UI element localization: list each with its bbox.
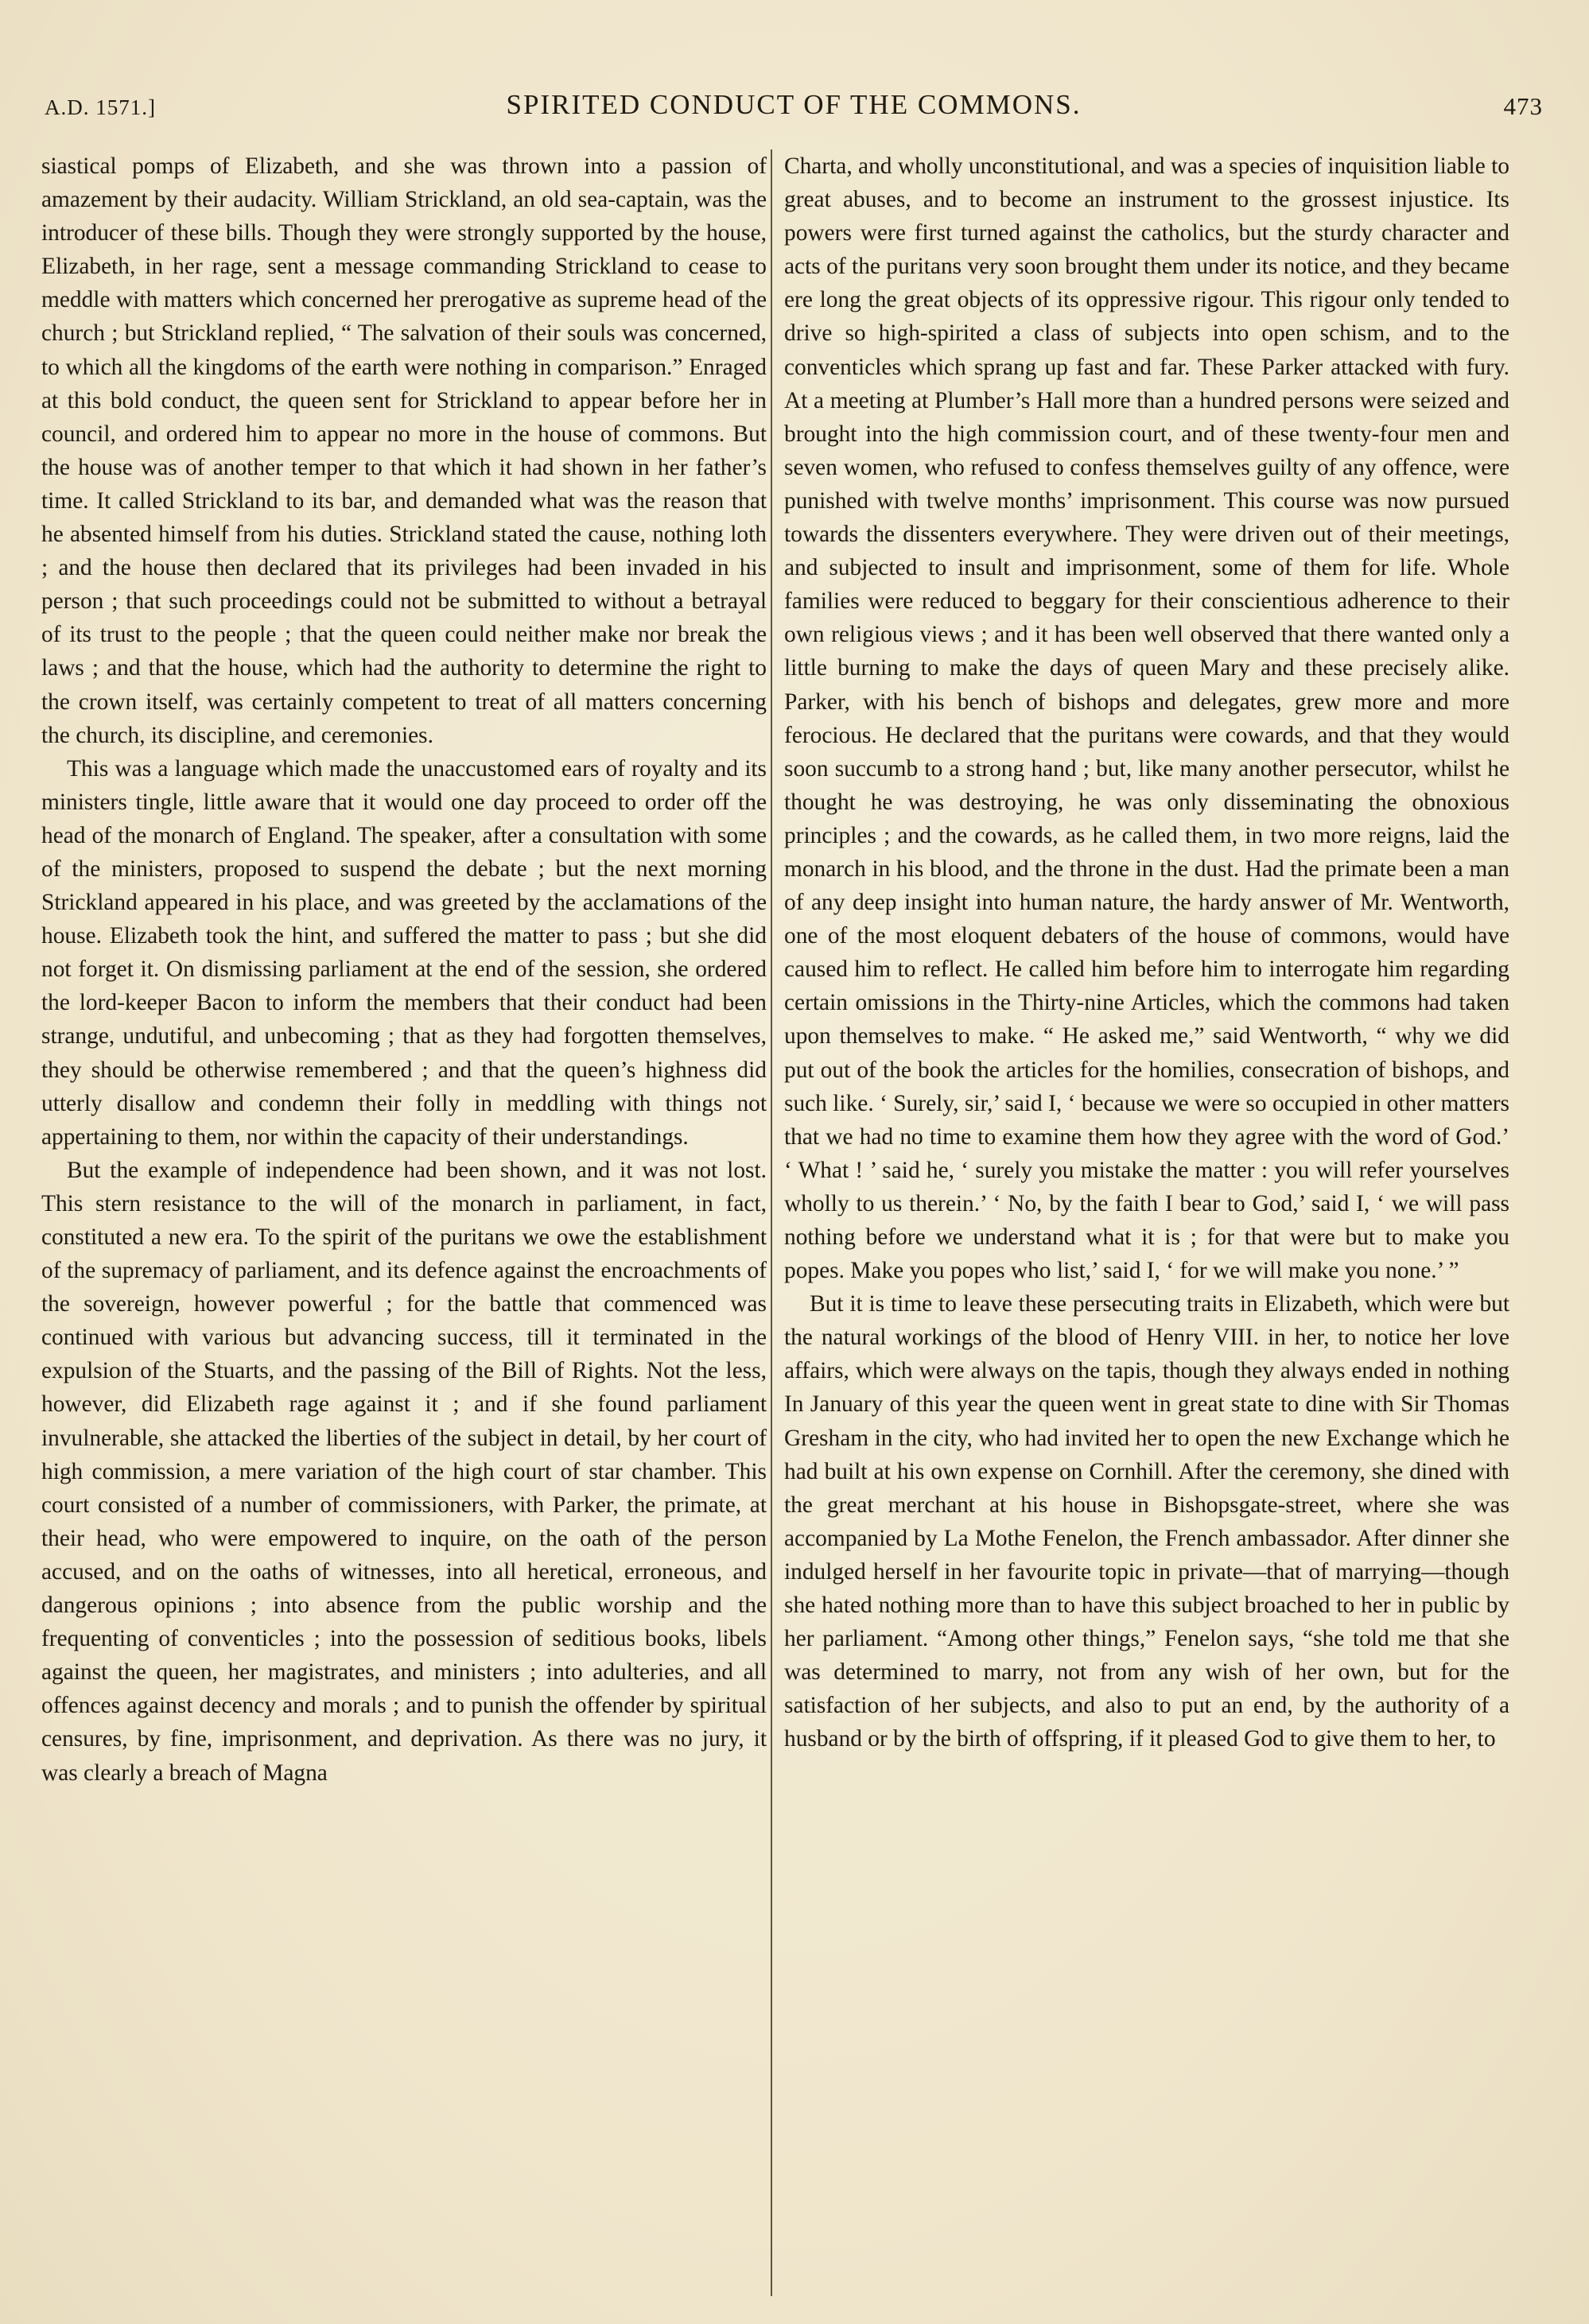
left-column — [41, 149, 767, 2296]
page-number: 473 — [1503, 92, 1543, 120]
paragraph: This was a language which made the unaccustomed ears of royalty and its ministers tingle, little aware that it would one day proceed to order off the head of the monarch of England. The speaker, after a consultation with some of the ministers, proposed to suspend the debate ; but the next morning Strickland appeared in his place, and was greeted by the acclamations of the house. Elizabeth took the hint, and suffered the matter to pass ; but she did not forget it. On dismissing parliament at the end of the session, she ordered the lord-keeper Bacon to inform the members that their conduct had been strange, undutiful, and unbecoming ; that as they had forgotten themselves, they should be otherwise remembered ; and that the queen’s highness did utterly disallow and condemn their folly in meddling with things not appertaining to them, nor within the capacity of their understandings. — [41, 755, 767, 1150]
date-heading: A.D. 1571.] — [45, 95, 156, 119]
right-column — [784, 149, 1509, 2296]
running-head — [45, 89, 1543, 129]
column-divider — [771, 149, 772, 2296]
paragraph: siastical pomps of Elizabeth, and she was thrown into a passion of amazement by their audacity. William Strickland, an old sea-captain, was the introducer of these bills. Though they were strongly supported by the house, Elizabeth, in her rage, sent a message commanding Strickland to cease to meddle with matters which concerned her prerogative as supreme head of the church ; but Strickland replied, “ The salvation of their souls was concerned, to which all the kingdoms of the earth were nothing in comparison.” Enraged at this bold conduct, the queen sent for Strickland to appear before her in council, and ordered him to appear no more in the house of commons. But the house was of another temper to that which it had shown in her father’s time. It called Strickland to its bar, and demanded what was the reason that he absented himself from his duties. Strickland stated the cause, nothing loth ; and the house then declared that its privileges had been invaded in his person ; that such proceedings could not be submitted to without a betrayal of its trust to the people ; that the queen could neither make nor break the laws ; and that the house, which had the authority to determine the right to the crown itself, was certainly competent to treat of all matters concerning the church, its discipline, and ceremonies. — [41, 153, 767, 748]
paragraph: Charta, and wholly unconstitutional, and was a species of inquisition liable to great abuses, and to become an instrument to the grossest injustice. Its powers were first turned against the catholics, but the sturdy character and acts of the puritans very soon brought them under its notice, and they became ere long the great objects of its oppressive rigour. This rigour only tended to drive so high-spirited a class of subjects into open schism, and to the conventicles which sprang up fast and far. These Parker attacked with fury. At a meeting at Plumber’s Hall more than a hundred persons were seized and brought into the high commission court, and of these twenty-four men and seven women, who refused to confess themselves guilty of any offence, were punished with twelve months’ imprisonment. This course was now pursued towards the dissenters everywhere. They were driven out of their meetings, and subjected to insult and imprisonment, some of them for life. Whole families were reduced to beggary for their conscientious adherence to their own religious views ; and it has been well observed that there wanted only a little burning to make the days of queen Mary and these precisely alike. Parker, with his bench of bishops and delegates, grew more and more ferocious. He declared that the puritans were cowards, and that they would soon succumb to a strong hand ; but, like many another persecutor, whilst he thought he was destroying, he was only disseminating the obnoxious principles ; and the cowards, as he called them, in two more reigns, laid the monarch in his blood, and the throne in the dust. Had the primate been a man of any deep insight into human nature, the hardy answer of Mr. Wentworth, one of the most eloquent debaters of the house of commons, would have caused him to reflect. He called him before him to interrogate him regarding certain omissions in the Thirty-nine Articles, which the commons had taken upon themselves to make. “ He asked me,” said Wentworth, “ why we did put out of the book the articles for the homilies, consecration of bishops, and such like. ‘ Surely, sir,’ said I, ‘ because we were so occupied in other matters that we had no time to examine them how they agree with the word of God.’ ‘ What ! ’ said he, ‘ surely you mistake the matter : you will refer yourselves wholly to us therein.’ ‘ No, by the faith I bear to God,’ said I, ‘ we will pass nothing before we understand what it is ; for that were but to make you popes. Make you popes who list,’ said I, ‘ for we will make you none.’ ” — [784, 153, 1509, 1284]
paragraph: But it is time to leave these persecuting traits in Elizabeth, which were but the natural workings of the blood of Henry VIII. in her, to notice her love affairs, which were always on the tapis, though they always ended in nothing In January of this year the queen went in great state to dine with Sir Thomas Gresham in the city, who had invited her to open the new Exchange which he had built at his own expense on Cornhill. After the ceremony, she dined with the great merchant at his house in Bishopsgate-street, where she was accompanied by La Mothe Fenelon, the French ambassador. After dinner she indulged herself in her favourite topic in private—that of marrying—though she hated nothing more than to have this subject broached to her in public by her parliament. “Among other things,” Fenelon says, “she told me that she was determined to marry, not from any wish of her own, but for the satisfaction of her subjects, and also to put an end, by the authority of a husband or by the birth of offspring, if it pleased God to give them to her, to — [784, 1291, 1509, 1752]
page-title: SPIRITED CONDUCT OF THE COMMONS. — [506, 89, 1082, 120]
paragraph: But the example of independence had been shown, and it was not lost. This stern resistance to the will of the monarch in parliament, in fact, constituted a new era. To the spirit of the puritans we owe the establishment of the supremacy of parliament, and its defence against the encroachments of the sovereign, however powerful ; for the battle that commenced was continued with various but advancing success, till it terminated in the expulsion of the Stuarts, and the passing of the Bill of Rights. Not the less, however, did Elizabeth rage against it ; and if she found parliament invulnerable, she attacked the liberties of the subject in detail, by her court of high commission, a mere variation of the high court of star chamber. This court consisted of a number of commissioners, with Parker, the primate, at their head, who were empowered to inquire, on the oath of the person accused, and on the oaths of witnesses, into all heretical, erroneous, and dangerous opinions ; into absence from the public worship and the frequenting of conventicles ; into the possession of seditious books, libels against the queen, her magistrates, and ministers ; into adulteries, and all offences against decency and morals ; and to punish the offender by spiritual censures, by fine, imprisonment, and deprivation. As there was no jury, it was clearly a breach of Magna — [41, 1157, 767, 1786]
